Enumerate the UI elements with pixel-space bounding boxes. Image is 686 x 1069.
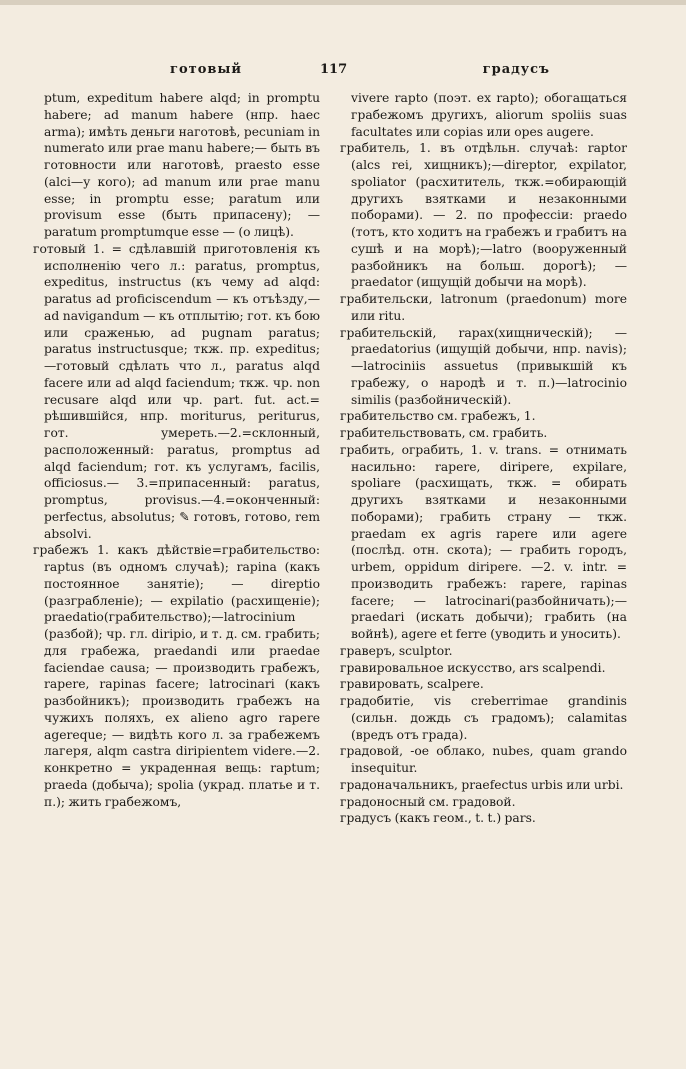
dictionary-entry: градобитіе, vis creberrimae grandinis (сильн. дождь съ градомъ); calamitas (вредъ отъ града). <box>340 694 627 742</box>
dictionary-entry: грабительскій, rapax(хищническій); —praedatorius (ищущій добычи, нпр. navis);—latrociniis assuetus (привыкшій къ грабежу, о народѣ и т. п.)—latrocinio similis (разбойническій). <box>340 325 627 407</box>
dictionary-entry: грабить, ограбить, 1. v. trans. = отнимать насильно: rapere, diripere, expilare, spoliare (расхищать, ткж. = обирать другихъ взятками и незаконными поборами); грабить страну — ткж. praedam ex agris rapere или agere (послѣд. отн. скота); — грабить городъ, urbem, oppidum diripere. —2. v. intr. = производить грабежъ: rapere, rapinas facere; — latrocinari(разбойничать);—praedari (искать добычи); грабить (на войнѣ), agere et ferre (уводить и уносить). <box>340 442 627 641</box>
dictionary-entry: гравировать, scalpere. <box>340 677 484 692</box>
dictionary-entry: ptum, expeditum habere alqd; in promptu habere; ad manum habere (нпр. haec arma); имѣть деньги наготовѣ, pecuniam in numerato или prae manu habere;— быть въ готовности или наготовѣ, praesto esse (alci—у кого); ad manum или prae manu esse; in promptu esse; paratum или provisum esse (быть припасену); — paratum promptumque esse — (о лицѣ). <box>44 91 320 239</box>
page-number: 117 <box>320 62 348 77</box>
header-left-word: готовый <box>170 62 243 77</box>
dictionary-entry: грабительски, latronum (praedonum) more или ritu. <box>340 292 627 323</box>
dictionary-entry: грабительство см. грабежъ, 1. <box>340 409 536 424</box>
dictionary-entry: vivere rapto (поэт. ex rapto); обогащаться грабежомъ другихъ, aliorum spoliis suas facultates или copias или opes augere. <box>351 91 627 139</box>
dictionary-entry: градовой, -ое облако, nubes, quam grando insequitur. <box>340 744 627 775</box>
dictionary-entry: готовый 1. = сдѣлавшій приготовленія къ исполненію чего л.: paratus, promptus, expeditus, instructus (къ чему ad alqd: paratus ad proficiscendum — къ отъѣзду,—ad navigandum — къ отплытію; гот. къ бою или сраженью, ad pugnam paratus; paratus instructusque; ткж. пр. expeditus;—готовый сдѣлать что л., paratus alqd facere или ad alqd faciendum; ткж. чр. non recusare alqd или чр. part. fut. act.= рѣшившійся, нпр. moriturus, periturus, гот. умереть.—2.=склонный, расположенный: paratus, promptus ad alqd faciendum; гот. къ услугамъ, facilis, officiosus.— 3.=припасенный: paratus, promptus, provisus.—4.=оконченный: perfectus, absolutus; ✎ готовъ, готово, rem absolvi. <box>33 241 320 541</box>
top-edge <box>0 0 686 5</box>
dictionary-entry: градусъ (какъ геом., t. t.) pars. <box>340 811 536 826</box>
right-column <box>340 90 627 827</box>
dictionary-entry: грабительствовать, см. грабить. <box>340 426 548 440</box>
dictionary-entry: гравировальное искусство, ars scalpendi. <box>340 660 606 675</box>
dictionary-entry: грабитель, 1. въ отдѣльн. случаѣ: raptor (alcs rei, хищникъ);—direptor, expilator, spoliator (расхититель, ткж.=обирающій другихъ взятками и незаконными поборами). — 2. по профессіи: praedo (тотъ, кто ходитъ на грабежъ и грабитъ на сушѣ и на морѣ);—latro (вооруженный разбойникъ на больш. дорогѣ); —praedator (ищущій добычи на морѣ). <box>340 141 627 290</box>
dictionary-entry: грабежъ 1. какъ дѣйствіе=грабительство: raptus (въ одномъ случаѣ); rapina (какъ постоянное занятіе); — direptio (разграбленіе); — expilatio (расхищеніе); praedatio(грабительство);—latrocinium (разбой); чр. гл. diripio, и т. д. см. грабить; для грабежа, praedandi или praedae faciendae causa; — производить грабежъ, rapere, rapinas facere; latrocinari (какъ разбойникъ); производить грабежъ на чужихъ поляхъ, ex alieno agro rapere agereque; — видѣть кого л. за грабежемъ лагеря, alqm castra diripientem videre.—2. конкретно = украденная вещь: raptum; praeda (добыча); spolia (украд. платье и т. п.); жить грабежомъ, <box>33 543 320 809</box>
page-header <box>170 62 550 82</box>
dictionary-entry: градоначальникъ, praefectus urbis или urbi. <box>340 777 624 792</box>
dictionary-entry: градоносный см. градовой. <box>340 794 516 809</box>
header-right-word: градусъ <box>482 62 550 77</box>
dictionary-entry: граверъ, sculptor. <box>340 643 453 658</box>
left-column <box>33 90 320 810</box>
